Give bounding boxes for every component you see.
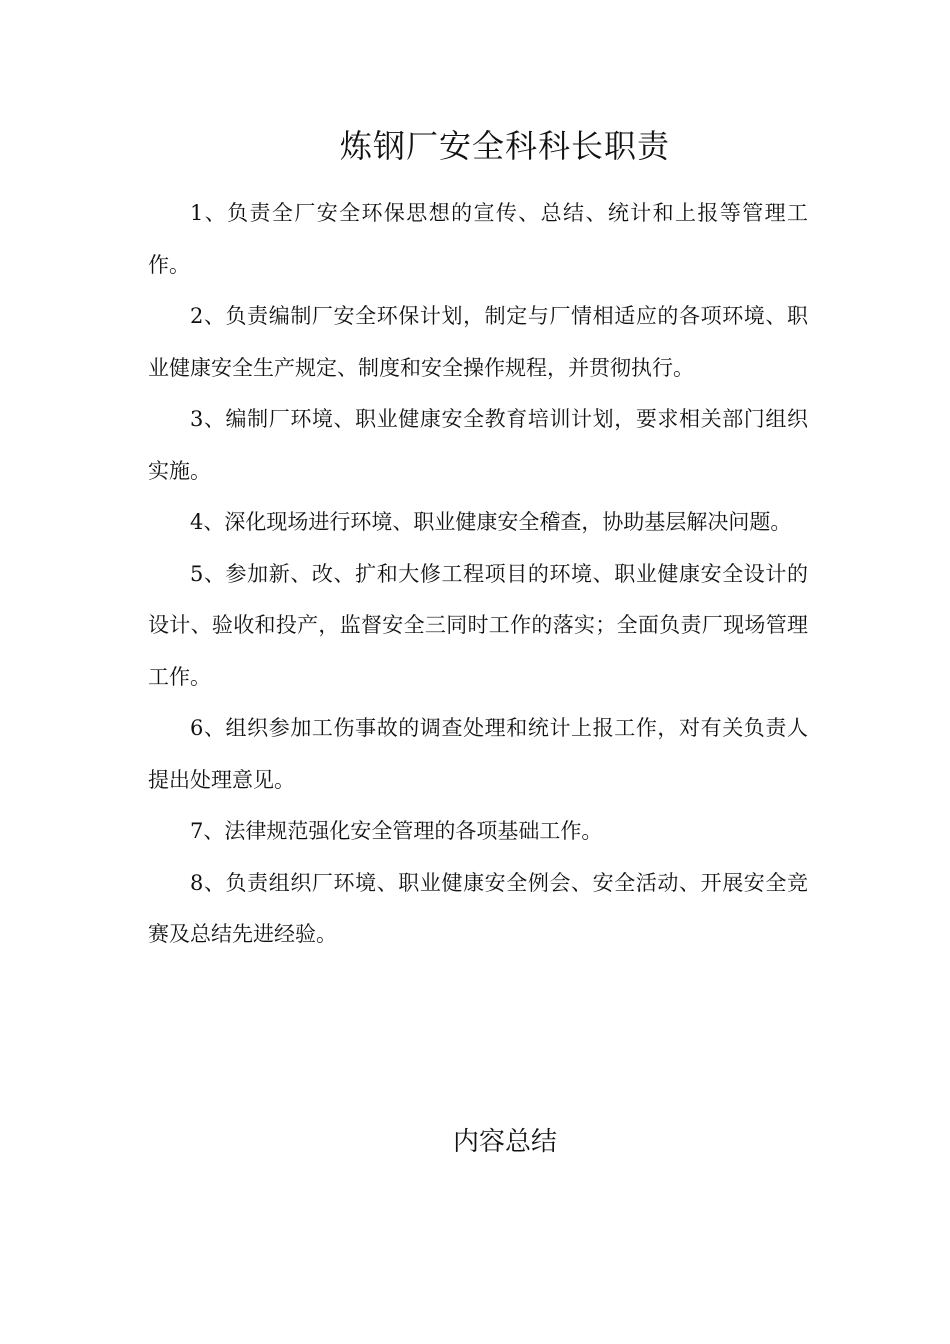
duty-paragraph-6: 6、组织参加工伤事故的调查处理和统计上报工作，对有关负责人提出处理意见。 (148, 716, 808, 792)
duty-paragraph-8: 8、负责组织厂环境、职业健康安全例会、安全活动、开展安全竞赛及总结先进经验。 (148, 870, 808, 946)
document-title: 炼钢厂安全科科长职责 (339, 127, 670, 165)
duty-paragraph-2: 2、负责编制厂安全环保计划，制定与厂情相适应的各项环境、职业健康安全生产规定、制度和安全操作规程，并贯彻执行。 (148, 304, 808, 380)
duty-paragraph-1: 1、负责全厂安全环保思想的宣传、总结、统计和上报等管理工作。 (148, 201, 808, 277)
document-body (148, 188, 808, 961)
duty-paragraph-5: 5、参加新、改、扩和大修工程项目的环境、职业健康安全设计的设计、验收和投产，监督安全三同时工作的落实；全面负责厂现场管理工作。 (148, 561, 808, 689)
duty-paragraph-3: 3、编制厂环境、职业健康安全教育培训计划，要求相关部门组织实施。 (148, 407, 808, 483)
duty-paragraph-7: 7、法律规范强化安全管理的各项基础工作。 (190, 819, 603, 843)
duty-paragraph-4: 4、深化现场进行环境、职业健康安全稽查，协助基层解决问题。 (190, 510, 792, 534)
summary-heading: 内容总结 (452, 1127, 557, 1157)
